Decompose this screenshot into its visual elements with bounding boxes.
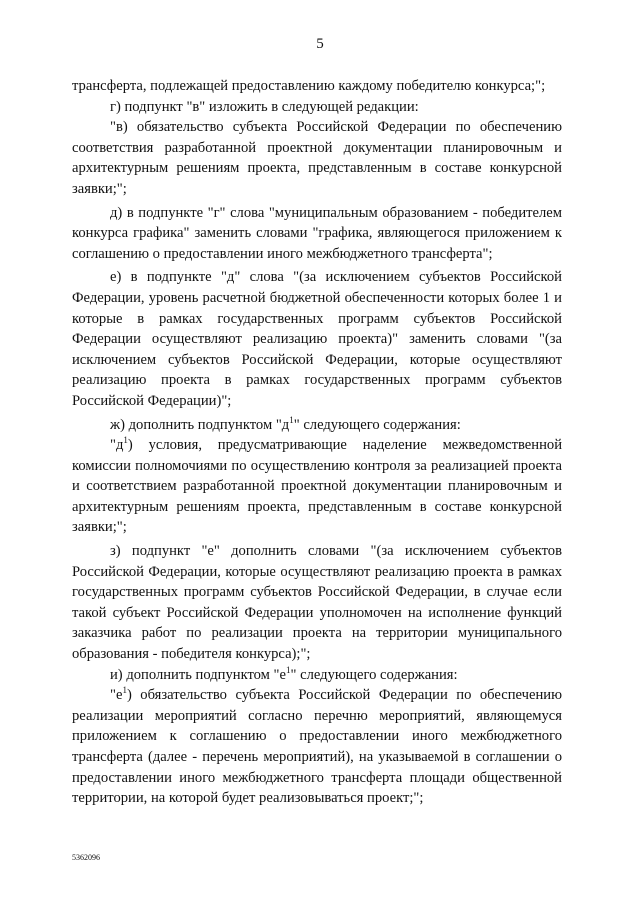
paragraph: "$е^1$) обязательство субъекта Российской Федерации по обеспечению реализации мероприятий согласно перечню мероприятий, являющемуся приложением к соглашению о предоставлении иного межбюджетного трансферта (далее - перечень мероприятий), на указываемой в соглашении о предоставлении иного межбюджетного трансферта площади общественной территории, на которой будет реализовываться проект;";	[72, 685, 562, 807]
paragraph: "$д^1$) условия, предусматривающие наделение межведомственной комиссии полномочиями по осуществлению контроля за реализацией проекта и соответствием разработанной проектной документации планировочным и архитектурным решениям проекта, представленным в составе конкурсной заявки;";	[72, 435, 562, 536]
page-number: 5	[316, 36, 324, 52]
document-body	[72, 76, 562, 809]
paragraph: е) в подпункте "д" слова "(за исключением субъектов Российской Федерации, уровень расчетной бюджетной обеспеченности которых более 1 и которые в рамках государственных программ субъектов Российской Федерации осуществляют реализацию проекта)" заменить словами "(за исключением субъектов Российской Федерации, которые осуществляют реализацию проекта в рамках государственных программ субъектов Российской Федерации)";	[72, 269, 562, 409]
paragraph: д) в подпункте "г" слова "муниципальным образованием - победителем конкурса графика" заменить словами "графика, являющегося приложением к соглашению о предоставлении иного межбюджетного трансферта";	[72, 204, 562, 262]
paragraph: з) подпункт "е" дополнить словами "(за исключением субъектов Российской Федерации, которые осуществляют реализацию проекта в рамках государственных программ субъектов Российской Федерации, в случае если такой субъект Российской Федерации уполномочен на исполнение функций заказчика работ по реализации проекта на территории муниципального образования - победителя конкурса);";	[72, 543, 562, 663]
paragraph: и) дополнить подпунктом "$е^1$" следующего содержания:	[110, 664, 458, 683]
paragraph: г) подпункт "в" изложить в следующей редакции:	[110, 98, 419, 115]
paragraph: ж) дополнить подпунктом "$д^1$" следующего содержания:	[110, 414, 461, 433]
superscript: 1	[123, 435, 128, 446]
superscript: 1	[286, 664, 291, 675]
paragraph: "в) обязательство субъекта Российской Федерации по обеспечению соответствия разработанной проектной документации планировочным и архитектурным решениям проекта, представленным в составе конкурсной заявки;";	[72, 119, 562, 197]
document-code: 5362096	[72, 853, 100, 862]
superscript: 1	[122, 685, 127, 696]
superscript: 1	[289, 414, 294, 425]
paragraph: трансферта, подлежащей предоставлению каждому победителю конкурса;";	[72, 78, 546, 94]
